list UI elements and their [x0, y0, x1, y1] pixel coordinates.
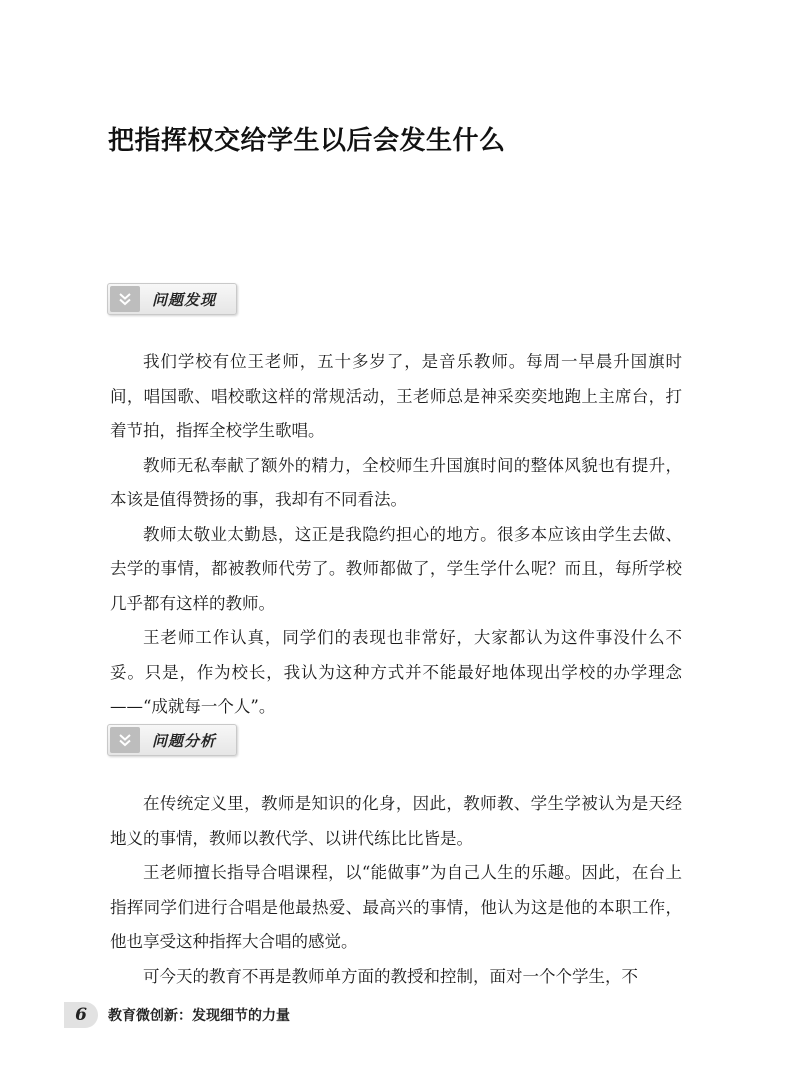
double-chevron-down-icon	[110, 286, 140, 312]
page-title: 把指挥权交给学生以后会发生什么	[108, 126, 506, 156]
running-head: 教育微创新：发现细节的力量	[108, 1008, 290, 1024]
section-heading-tag	[107, 724, 237, 756]
section-body	[110, 345, 682, 725]
section-heading-tag	[107, 283, 237, 315]
section-heading-label: 问题发现	[152, 290, 217, 309]
paragraph: 可今天的教育不再是教师单方面的教授和控制，面对一个个学生，不	[143, 966, 638, 986]
paragraph: 在传统定义里，教师是知识的化身，因此，教师教、学生学被认为是天经地义的事情，教师以教代学、以讲代练比比皆是。	[110, 794, 682, 848]
paragraph: 教师太敬业太勤恳，这正是我隐约担心的地方。很多本应该由学生去做、去学的事情，都被教师代劳了。教师都做了，学生学什么呢？而且，每所学校几乎都有这样的教师。	[110, 524, 682, 613]
paragraph: 教师无私奉献了额外的精力，全校师生升国旗时间的整体风貌也有提升，本该是值得赞扬的事，我却有不同看法。	[110, 455, 682, 509]
page-footer	[64, 1002, 290, 1028]
paragraph: 王老师工作认真，同学们的表现也非常好，大家都认为这件事没什么不妥。只是，作为校长，我认为这种方式并不能最好地体现出学校的办学理念——“成就每一个人”。	[110, 628, 682, 716]
section-body	[110, 787, 682, 994]
paragraph: 我们学校有位王老师，五十多岁了，是音乐教师。每周一早晨升国旗时间，唱国歌、唱校歌这样的常规活动，王老师总是神采奕奕地跑上主席台，打着节拍，指挥全校学生歌唱。	[110, 352, 682, 440]
section-heading-label: 问题分析	[152, 731, 217, 750]
double-chevron-down-icon	[110, 727, 140, 753]
paragraph: 王老师擅长指导合唱课程，以“能做事”为自己人生的乐趣。因此，在台上指挥同学们进行合唱是他最热爱、最高兴的事情，他认为这是他的本职工作，他也享受这种指挥大合唱的感觉。	[110, 863, 682, 951]
page-number: 6	[64, 1002, 98, 1028]
